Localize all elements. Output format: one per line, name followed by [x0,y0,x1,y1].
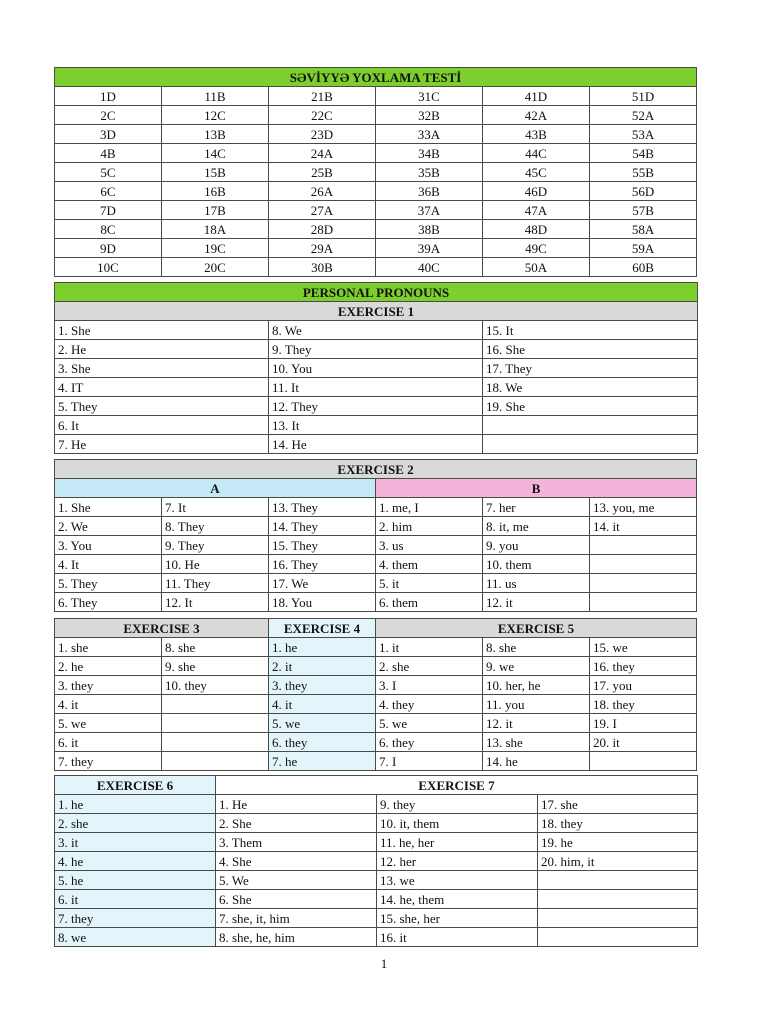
table-row [55,517,697,536]
answer-cell: 16B [162,182,269,201]
answer-cell: 4. it [269,695,376,714]
exercise-2-table [54,459,697,612]
answer-cell: 8. We [269,321,483,340]
answer-cell: 13. They [269,498,376,517]
answer-cell: 7. they [55,909,216,928]
answer-cell: 20. him, it [538,852,698,871]
answer-cell: 10. it, them [377,814,538,833]
table-row [55,638,697,657]
answer-cell: 6C [55,182,162,201]
answer-cell: 20C [162,258,269,277]
answer-cell: 17. We [269,574,376,593]
answer-cell: 47A [483,201,590,220]
answer-cell: 23D [269,125,376,144]
answer-cell: 5. he [55,871,216,890]
table-row [55,657,697,676]
answer-cell: 39A [376,239,483,258]
answer-cell: 20. it [590,733,697,752]
answer-cell: 6. It [55,416,269,435]
answer-cell [483,435,698,454]
answer-cell: 3D [55,125,162,144]
answer-cell: 12. It [162,593,269,612]
answer-cell: 3. they [269,676,376,695]
answer-cell: 6. they [376,733,483,752]
answer-cell: 16. They [269,555,376,574]
answer-cell: 8. we [55,928,216,947]
table-row [55,87,697,106]
answer-cell: 14. he [483,752,590,771]
answer-cell: 17. you [590,676,697,695]
answer-cell: 14. They [269,517,376,536]
table-row [55,201,697,220]
answer-cell: 13B [162,125,269,144]
table-row [55,125,697,144]
answer-cell: 19. She [483,397,698,416]
answer-cell: 9. They [269,340,483,359]
answer-cell: 30B [269,258,376,277]
answer-cell: 10. them [483,555,590,574]
answer-cell [590,536,697,555]
answer-cell: 5. we [376,714,483,733]
answer-cell: 1. He [216,795,377,814]
table-row [55,752,697,771]
table-row [55,182,697,201]
table-row [55,416,698,435]
answer-cell: 6. it [55,733,162,752]
answer-cell: 7. they [55,752,162,771]
answer-cell: 2. she [55,814,216,833]
answer-cell: 55B [590,163,697,182]
answer-cell: 17. They [483,359,698,378]
answer-cell: 5. We [216,871,377,890]
level-test-title: SƏVİYYƏ YOXLAMA TESTİ [55,68,697,87]
answer-cell: 11. he, her [377,833,538,852]
answer-cell: 14. he, them [377,890,538,909]
answer-cell: 4. IT [55,378,269,397]
answer-cell: 33A [376,125,483,144]
answer-cell [538,909,698,928]
answer-cell: 22C [269,106,376,125]
answer-cell: 16. it [377,928,538,947]
table-row [55,574,697,593]
table-row [55,106,697,125]
answer-cell [590,574,697,593]
answer-cell: 4B [55,144,162,163]
answer-cell: 7. I [376,752,483,771]
exercise-7-title: EXERCISE 7 [216,776,698,795]
answer-cell: 42A [483,106,590,125]
answer-cell: 3. Them [216,833,377,852]
title-row [55,776,698,795]
answer-cell: 9. They [162,536,269,555]
answer-cell: 4. She [216,852,377,871]
title-row [55,302,698,321]
answer-cell: 10. He [162,555,269,574]
answer-cell: 36B [376,182,483,201]
answer-cell: 58A [590,220,697,239]
answer-cell: 8. she [483,638,590,657]
answer-cell [538,871,698,890]
answer-cell: 2C [55,106,162,125]
answer-cell: 15. It [483,321,698,340]
answer-cell: 25B [269,163,376,182]
answer-cell: 7. It [162,498,269,517]
table-row [55,435,698,454]
answer-cell: 13. we [377,871,538,890]
exercise-1-title: EXERCISE 1 [55,302,698,321]
answer-cell [162,752,269,771]
exercise-6-title: EXERCISE 6 [55,776,216,795]
answer-cell: 10. You [269,359,483,378]
answer-cell: 8. she, he, him [216,928,377,947]
answer-cell: 8. it, me [483,517,590,536]
answer-cell: 31C [376,87,483,106]
answer-cell: 8. They [162,517,269,536]
answer-cell: 56D [590,182,697,201]
answer-cell: 35B [376,163,483,182]
answer-cell: 12. They [269,397,483,416]
table-row [55,220,697,239]
answer-cell: 4. them [376,555,483,574]
section-title: PERSONAL PRONOUNS [55,283,698,302]
answer-cell: 6. them [376,593,483,612]
answer-cell [162,714,269,733]
level-test-table [54,67,697,277]
answer-cell: 1. she [55,638,162,657]
answer-cell: 60B [590,258,697,277]
answer-cell: 7. she, it, him [216,909,377,928]
answer-cell: 2. She [216,814,377,833]
answer-cell: 3. You [55,536,162,555]
exercise-3-title: EXERCISE 3 [55,619,269,638]
answer-cell: 52A [590,106,697,125]
answer-cell: 13. she [483,733,590,752]
title-row [55,619,697,638]
exercise-5-title: EXERCISE 5 [376,619,697,638]
answer-cell: 1. he [269,638,376,657]
answer-cell: 6. they [269,733,376,752]
answer-cell: 1D [55,87,162,106]
exercise-2-title: EXERCISE 2 [55,460,697,479]
table-row [55,163,697,182]
table-row [55,498,697,517]
answer-cell: 24A [269,144,376,163]
answer-cell: 17. she [538,795,698,814]
answer-cell: 8. she [162,638,269,657]
answer-cell: 38B [376,220,483,239]
table-row [55,695,697,714]
answer-cell: 19C [162,239,269,258]
answer-cell: 2. she [376,657,483,676]
answer-cell: 9. you [483,536,590,555]
answer-cell: 5. it [376,574,483,593]
answer-cell: 19. he [538,833,698,852]
answer-cell [590,593,697,612]
answer-cell: 16. they [590,657,697,676]
answer-cell: 9. she [162,657,269,676]
table-row [55,795,698,814]
answer-cell: 6. She [216,890,377,909]
answer-cell: 12. her [377,852,538,871]
answer-cell: 14C [162,144,269,163]
answer-cell: 16. She [483,340,698,359]
table-row [55,733,697,752]
answer-cell: 4. It [55,555,162,574]
answer-cell: 32B [376,106,483,125]
answer-cell: 1. She [55,498,162,517]
answer-cell [590,752,697,771]
answer-cell: 1. She [55,321,269,340]
answer-cell: 59A [590,239,697,258]
answer-cell: 10. they [162,676,269,695]
table-row [55,814,698,833]
answer-cell: 12. it [483,714,590,733]
answer-cell: 49C [483,239,590,258]
answer-cell: 6. it [55,890,216,909]
answer-cell: 2. he [55,657,162,676]
table-row [55,144,697,163]
title-row [55,68,697,87]
answer-cell: 3. I [376,676,483,695]
answer-cell: 45C [483,163,590,182]
part-b-header: B [376,479,697,498]
exercise-6-7-table [54,775,698,947]
answer-cell: 12. it [483,593,590,612]
table-row [55,536,697,555]
answer-cell: 53A [590,125,697,144]
answer-cell: 1. me, I [376,498,483,517]
answer-cell: 3. She [55,359,269,378]
answer-cell: 18. We [483,378,698,397]
exercise-1-table [54,282,698,454]
answer-cell: 8C [55,220,162,239]
answer-cell: 2. him [376,517,483,536]
table-row [55,397,698,416]
table-row [55,239,697,258]
answer-cell: 18. they [538,814,698,833]
answer-cell: 54B [590,144,697,163]
table-row [55,593,697,612]
answer-cell: 15. we [590,638,697,657]
answer-cell: 51D [590,87,697,106]
answer-cell: 2. He [55,340,269,359]
answer-cell: 18. You [269,593,376,612]
page-number: 1 [380,956,388,971]
answer-cell: 5. we [269,714,376,733]
answer-cell: 9. they [377,795,538,814]
answer-cell [162,733,269,752]
answer-cell: 15. she, her [377,909,538,928]
answer-cell: 10C [55,258,162,277]
answer-cell: 43B [483,125,590,144]
table-row [55,890,698,909]
answer-cell: 18A [162,220,269,239]
table-row [55,871,698,890]
title-row [55,283,698,302]
part-a-header: A [55,479,376,498]
answer-cell: 7. her [483,498,590,517]
answer-cell: 34B [376,144,483,163]
answer-cell: 2. We [55,517,162,536]
table-row [55,340,698,359]
answer-cell: 46D [483,182,590,201]
answer-cell [538,890,698,909]
answer-cell: 29A [269,239,376,258]
answer-cell: 9D [55,239,162,258]
answer-cell: 3. it [55,833,216,852]
answer-cell: 7. He [55,435,269,454]
exercise-3-4-5-table [54,618,697,771]
answer-cell: 13. you, me [590,498,697,517]
answer-cell [538,928,698,947]
answer-cell: 44C [483,144,590,163]
answer-cell: 3. they [55,676,162,695]
table-row [55,258,697,277]
answer-cell: 6. They [55,593,162,612]
answer-cell: 48D [483,220,590,239]
answer-cell: 50A [483,258,590,277]
answer-cell: 3. us [376,536,483,555]
table-row [55,676,697,695]
answer-cell: 21B [269,87,376,106]
answer-cell [162,695,269,714]
answer-cell: 14. He [269,435,483,454]
answer-cell: 15B [162,163,269,182]
answer-cell: 37A [376,201,483,220]
answer-cell: 5C [55,163,162,182]
title-row [55,460,697,479]
table-row [55,909,698,928]
answer-cell: 1. he [55,795,216,814]
answer-cell: 4. they [376,695,483,714]
exercise-4-title: EXERCISE 4 [269,619,376,638]
answer-cell: 5. we [55,714,162,733]
answer-cell: 11. It [269,378,483,397]
answer-cell: 1. it [376,638,483,657]
answer-cell: 12C [162,106,269,125]
answer-cell: 15. They [269,536,376,555]
table-row [55,321,698,340]
answer-cell: 41D [483,87,590,106]
table-row [55,928,698,947]
answer-cell: 28D [269,220,376,239]
answer-cell [483,416,698,435]
answer-cell: 7D [55,201,162,220]
answer-cell: 5. They [55,397,269,416]
table-row [55,378,698,397]
answer-cell: 19. I [590,714,697,733]
answer-cell: 14. it [590,517,697,536]
answer-cell: 11. you [483,695,590,714]
answer-cell: 11B [162,87,269,106]
answer-cell: 27A [269,201,376,220]
answer-cell: 40C [376,258,483,277]
answer-cell: 7. he [269,752,376,771]
table-row [55,359,698,378]
answer-cell: 2. it [269,657,376,676]
answer-cell: 11. They [162,574,269,593]
table-row [55,852,698,871]
table-row [55,833,698,852]
answer-cell: 17B [162,201,269,220]
answer-cell [590,555,697,574]
answer-cell: 5. They [55,574,162,593]
answer-cell: 4. he [55,852,216,871]
table-row [55,714,697,733]
answer-cell: 10. her, he [483,676,590,695]
answer-cell: 4. it [55,695,162,714]
table-row [55,555,697,574]
answer-cell: 13. It [269,416,483,435]
answer-cell: 18. they [590,695,697,714]
part-row [55,479,697,498]
answer-cell: 11. us [483,574,590,593]
answer-cell: 26A [269,182,376,201]
answer-cell: 9. we [483,657,590,676]
answer-cell: 57B [590,201,697,220]
